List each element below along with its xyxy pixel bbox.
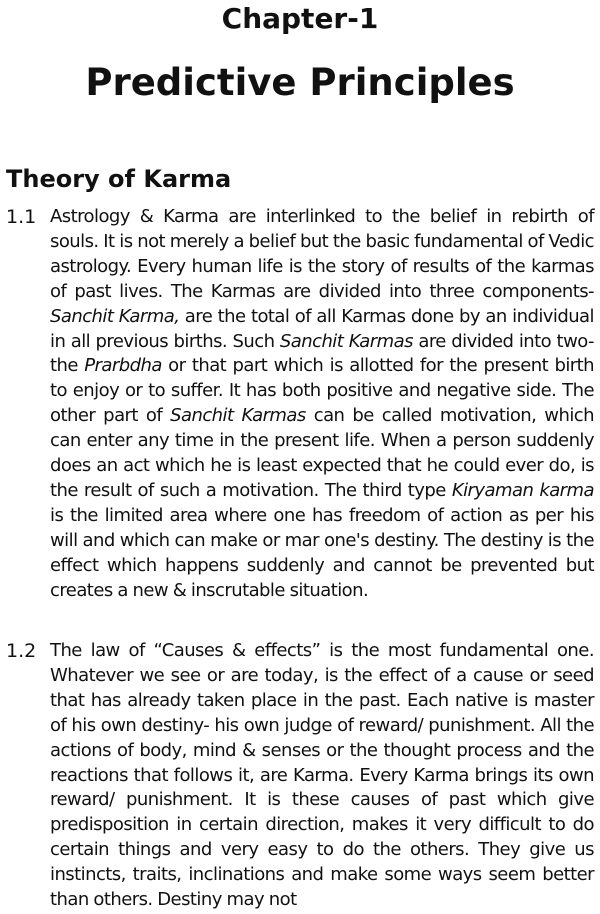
paragraph-number: 1.2 (6, 640, 37, 662)
text-run-italic: Kiryaman karma (451, 479, 594, 501)
text-run: are the total of all Karmas done by an individual in all previous births. Such (50, 305, 594, 352)
text-run-italic: Prarbdha (84, 355, 162, 377)
text-run-italic: Sanchit Karma, (50, 305, 180, 327)
paragraph-number: 1.1 (6, 206, 37, 228)
paragraph-body (50, 205, 594, 604)
text-run: or that part which is allotted for the present birth to enjoy or to suffer. It has both positive and negative side. The other part of (50, 355, 595, 427)
text-run: is the limited area where one has freedom of action as per his will and which can make or mar one's destiny. The destiny is the effect which happens suddenly and cannot be prevented but creates a new & inscrutable situation. (50, 504, 594, 601)
chapter-label: Chapter-1 (221, 2, 379, 35)
text-run: can be called motivation, which can enter any time in the present life. When a person suddenly does an act which he is least expected that he could ever do, is the result of such a motivation. The third type (50, 405, 594, 501)
text-run: are divided into two- the (50, 330, 594, 377)
text-run: The law of “Causes & effects” is the most fundamental one. Whatever we see or are today, is the effect of a cause or seed that has already taken place in the past. Each native is master of his own destiny- his own judge of reward/ punishment. All the actions of body, mind & senses or the thought process and the reactions that follows it, are Karma. Every Karma brings its own reward/ punishment. It is these causes of past which give predisposition in certain direction, makes it very difficult to do certain things and very easy to do the others. They give us instincts, traits, inclinations and make some ways seem better than others. Destiny may not (50, 640, 594, 911)
text-run-italic: Sanchit Karmas (279, 330, 413, 352)
chapter-title: Predictive Principles (85, 61, 515, 104)
section-heading: Theory of Karma (6, 165, 232, 193)
text-run: Astrology & Karma are interlinked to the belief in rebirth of souls. It is not merely a belief but the basic fundamental of Vedic astrology. Every human life is the story of results of the karmas of past lives. The Karmas are divided into three components- (50, 206, 594, 302)
paragraph-body (50, 639, 594, 913)
text-run-italic: Sanchit Karmas (170, 405, 306, 427)
